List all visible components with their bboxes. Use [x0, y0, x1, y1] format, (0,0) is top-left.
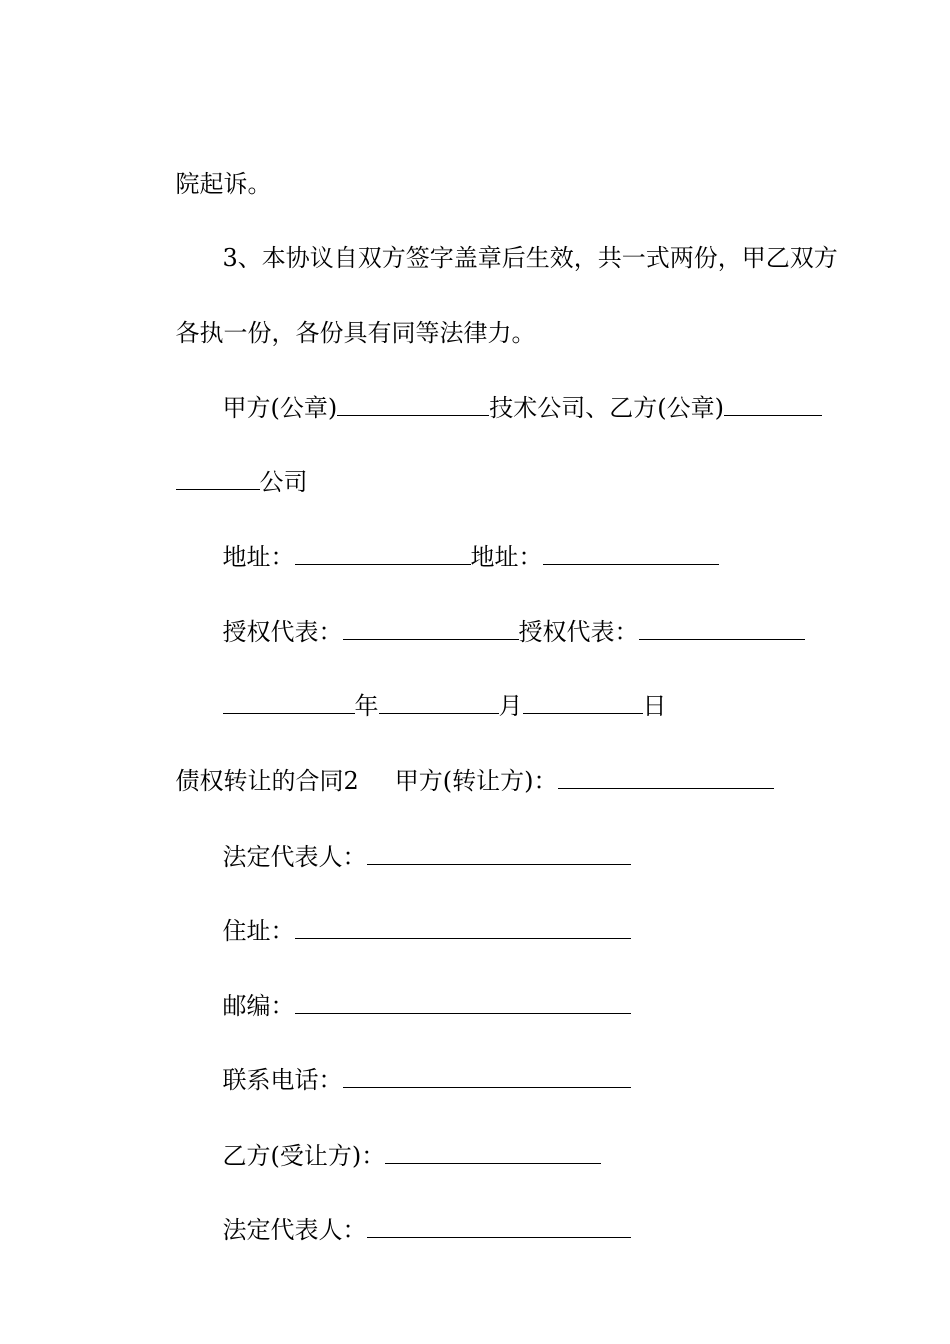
text-line [192, 508, 719, 571]
label-month: 月 [498, 692, 523, 720]
label-representative-a: 授权代表： [222, 618, 343, 646]
blank-field [295, 989, 631, 1014]
blank-field [523, 689, 643, 714]
text-line [192, 657, 667, 720]
paragraph-text: 院起诉。 [175, 170, 272, 198]
blank-field [724, 391, 822, 416]
paragraph-text: 各执一份，各份具有同等法律力。 [175, 319, 536, 347]
label-representative-b: 授权代表： [518, 618, 639, 646]
text-line [192, 1031, 631, 1094]
label-postcode: 邮编： [222, 992, 295, 1020]
label-address-a: 地址： [222, 543, 295, 571]
label-party-b-seal: 技术公司、乙方(公章) [489, 394, 724, 422]
blank-field [367, 840, 631, 865]
blank-field [558, 764, 774, 789]
blank-field [337, 391, 489, 416]
text-line [192, 1107, 601, 1170]
label-day: 日 [642, 692, 667, 720]
text-line [145, 433, 308, 496]
text-line [192, 210, 838, 272]
label-legal-rep: 法定代表人： [222, 1216, 367, 1244]
section-title: 债权转让的合同2 [175, 767, 359, 795]
blank-field [639, 615, 805, 640]
text-line [192, 1181, 631, 1244]
blank-field [379, 689, 499, 714]
text-line [192, 359, 822, 422]
blank-field [343, 1063, 631, 1088]
text-line [192, 583, 805, 646]
text-line [192, 808, 631, 871]
blank-field [385, 1139, 601, 1164]
blank-field [295, 540, 471, 565]
blank-field [176, 465, 260, 490]
label-year: 年 [354, 692, 379, 720]
label-phone: 联系电话： [222, 1066, 343, 1094]
label-residence: 住址： [222, 917, 295, 945]
blank-field [343, 615, 519, 640]
paragraph-text: 3、本协议自双方签字盖章后生效，共一式两份，甲乙双方 [222, 244, 838, 272]
label-company: 公司 [259, 468, 308, 496]
label-transferee: 乙方(受让方)： [222, 1142, 386, 1170]
label-party-a-seal: 甲方(公章) [222, 394, 338, 422]
blank-field [295, 914, 631, 939]
text-line [145, 732, 774, 795]
blank-field [367, 1213, 631, 1238]
blank-field [223, 689, 355, 714]
text-line [192, 882, 631, 945]
text-line [145, 285, 536, 347]
label-legal-rep: 法定代表人： [222, 843, 367, 871]
blank-field [543, 540, 719, 565]
label-address-b: 地址： [470, 543, 543, 571]
text-line [145, 136, 272, 198]
label-transferor: 甲方(转让方)： [394, 767, 558, 795]
text-line [192, 957, 631, 1020]
